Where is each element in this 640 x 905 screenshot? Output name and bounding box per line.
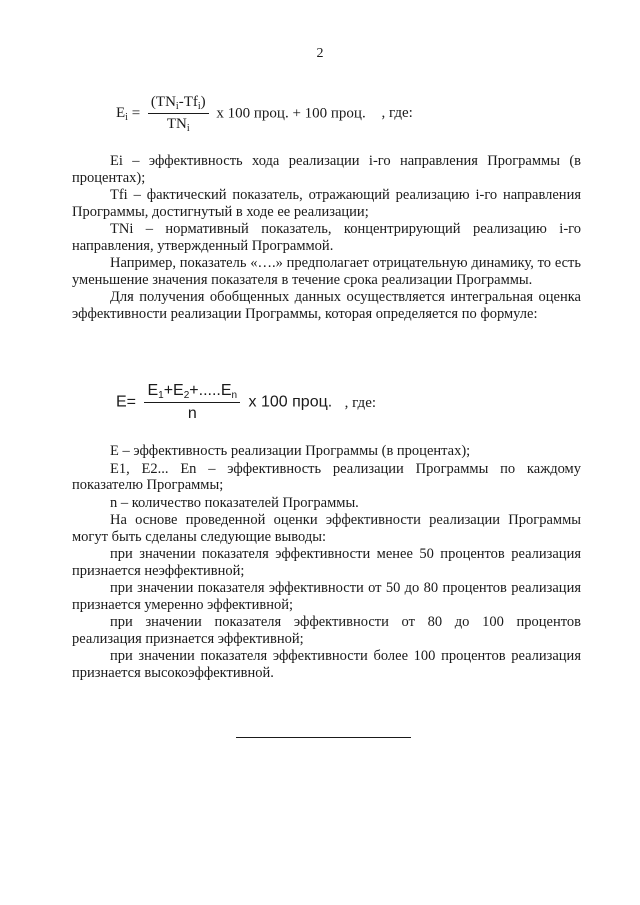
formula1-fraction — [148, 94, 209, 134]
paragraph: при значении показателя эффективности более 100 процентов реализация признается высокоэффективной. — [72, 648, 581, 681]
end-divider-line — [236, 737, 411, 738]
formula1-equals: = — [131, 105, 141, 122]
definitions-block-1 — [72, 153, 581, 323]
formula1-lhs: $E_i$ — [116, 105, 128, 124]
paragraph: n – количество показателей Программы. — [110, 494, 359, 511]
paragraph: при значении показателя эффективности менее 50 процентов реализация признается неэффективной; — [72, 546, 581, 579]
paragraph: E – эффективность реализации Программы (в процентах); — [110, 443, 471, 459]
formula2-tail: x 100 проц. — [248, 393, 333, 411]
formula2-fraction — [144, 382, 240, 423]
paragraph: Например, показатель «….» предполагает отрицательную динамику, то есть уменьшение значения показателя в течение срока реализации Программы. — [72, 255, 581, 288]
formula1-tail: x 100 проц. + 100 проц. — [216, 105, 366, 122]
formula2-where: , где: — [344, 394, 377, 411]
formula2-denominator: n — [187, 405, 197, 422]
formula1-numerator: $(TN_i-Tf_i)$ — [148, 94, 209, 114]
formula-efficiency-direction — [116, 94, 413, 134]
paragraph: Для получения обобщенных данных осуществляется интегральная оценка эффективности реализации Программы, которая определяется по формуле: — [72, 289, 581, 322]
page-number: 2 — [316, 46, 324, 61]
formula2-lhs: E= — [116, 393, 137, 411]
paragraph: Tfi – фактический показатель, отражающий реализацию i-го направления Программы, достигнутый в ходе ее реализации; — [72, 187, 581, 220]
paragraph: при значении показателя эффективности от 80 до 100 процентов реализация признается эффективной; — [72, 614, 581, 647]
paragraph: Ei – эффективность хода реализации i-го направления Программы (в процентах); — [72, 153, 581, 186]
formula2-numerator: $E_1+E_2+.....E_n$ — [144, 382, 240, 403]
paragraph: E1, E2... En – эффективность реализации Программы по каждому показателю Программы; — [72, 460, 581, 493]
paragraph: TNi – нормативный показатель, концентрирующий реализацию i-го направления, утвержденный Программой. — [72, 221, 581, 254]
definitions-block-2 — [72, 443, 581, 682]
formula-integral-efficiency — [116, 382, 376, 423]
formula1-denominator: $TN_i$ — [166, 116, 190, 134]
formula1-where: , где: — [381, 105, 413, 122]
paragraph: На основе проведенной оценки эффективности реализации Программы могут быть сделаны следующие выводы: — [72, 512, 581, 545]
paragraph: при значении показателя эффективности от 50 до 80 процентов реализация признается умеренно эффективной; — [72, 580, 581, 613]
